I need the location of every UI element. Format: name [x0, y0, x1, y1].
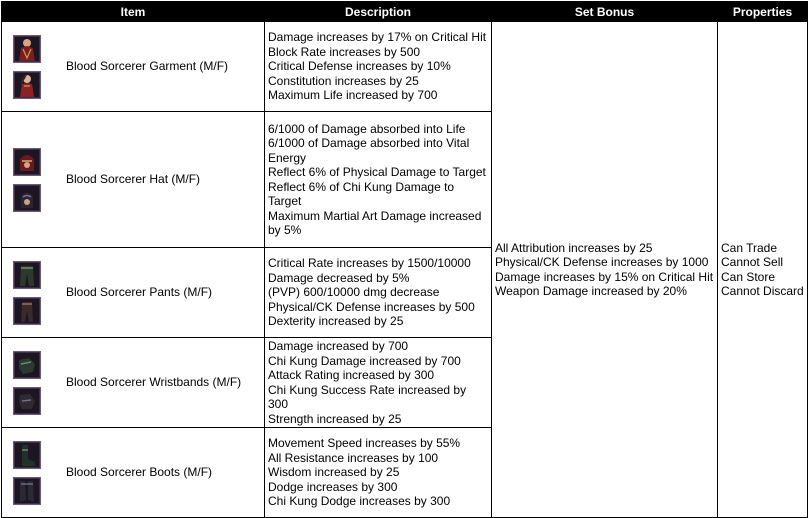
- hat-female-icon[interactable]: [13, 184, 41, 212]
- description-line: Critical Defense increases by 10%: [268, 59, 451, 74]
- description-line: 6/1000 of Damage absorbed into Life: [268, 121, 466, 136]
- garment-male-icon[interactable]: [13, 35, 41, 63]
- description-line: Physical/CK Defense increases by 500: [268, 299, 475, 314]
- pants-male-icon[interactable]: [13, 261, 41, 289]
- item-cell: [2, 112, 265, 248]
- set-bonus-line: Weapon Damage increased by 20%: [495, 284, 687, 298]
- description-line: Damage increased by 700: [268, 339, 409, 353]
- description-line: Chi Kung Success Rate increased by 300: [268, 382, 467, 411]
- description-line: Maximum Martial Art Damage increased by 5%: [268, 208, 482, 237]
- item-cell: [2, 22, 265, 112]
- hat-male-icon[interactable]: [13, 148, 41, 176]
- property-line: Can Store: [721, 269, 776, 284]
- header-description: Description: [265, 2, 492, 22]
- description-line: Damage increases by 17% on Critical Hit: [268, 30, 487, 45]
- description-line: Attack Rating increased by 300: [268, 368, 435, 382]
- description-cell: [265, 112, 492, 248]
- property-line: Cannot Sell: [721, 255, 784, 269]
- item-name: Blood Sorcerer Garment (M/F): [66, 59, 229, 74]
- wristbands-male-icon[interactable]: [13, 351, 41, 379]
- description-cell: [265, 22, 492, 112]
- item-cell: [2, 428, 265, 518]
- description-line: Strength increased by 25: [268, 411, 402, 426]
- item-set-table: [1, 1, 808, 518]
- header-set-bonus: Set Bonus: [492, 2, 718, 22]
- description-cell: [265, 338, 492, 428]
- table-row: [2, 22, 808, 112]
- description-line: (PVP) 600/10000 dmg decrease: [268, 285, 440, 300]
- item-cell: [2, 248, 265, 338]
- description-cell: [265, 248, 492, 338]
- property-line: Can Trade: [721, 240, 778, 255]
- description-line: Constitution increases by 25: [268, 73, 419, 88]
- description-line: All Resistance increases by 100: [268, 450, 439, 465]
- item-cell: [2, 338, 265, 428]
- boots-male-icon[interactable]: [13, 441, 41, 469]
- set-bonus-line: Physical/CK Defense increases by 1000: [495, 255, 709, 269]
- description-line: 6/1000 of Damage absorbed into Vital Energy: [268, 136, 470, 165]
- properties-cell: [718, 22, 808, 518]
- table-header-row: [2, 2, 808, 22]
- garment-female-icon[interactable]: [13, 71, 41, 99]
- description-line: Critical Rate increases by 1500/10000: [268, 256, 471, 271]
- description-line: Dodge increases by 300: [268, 479, 398, 494]
- wristbands-female-icon[interactable]: [13, 387, 41, 415]
- description-line: Reflect 6% of Physical Damage to Target: [268, 165, 486, 179]
- set-bonus-cell: [492, 22, 718, 518]
- item-name: Blood Sorcerer Hat (M/F): [66, 172, 201, 187]
- description-line: Chi Kung Damage increased by 700: [268, 353, 461, 368]
- header-item: Item: [2, 2, 265, 22]
- description-line: Block Rate increases by 500: [268, 44, 421, 59]
- set-bonus-line: Damage increases by 15% on Critical Hit: [495, 269, 714, 284]
- header-properties: Properties: [718, 2, 808, 22]
- item-name: Blood Sorcerer Boots (M/F): [66, 465, 213, 480]
- set-bonus-line: All Attribution increases by 25: [495, 240, 653, 255]
- description-line: Damage decreased by 5%: [268, 270, 410, 285]
- description-line: Dexterity increased by 25: [268, 314, 404, 329]
- description-line: Wisdom increased by 25: [268, 465, 400, 480]
- description-line: Reflect 6% of Chi Kung Damage to Target: [268, 179, 455, 208]
- property-line: Cannot Discard: [721, 284, 804, 298]
- description-line: Movement Speed increases by 55%: [268, 436, 461, 451]
- boots-female-icon[interactable]: [13, 477, 41, 505]
- pants-female-icon[interactable]: [13, 297, 41, 325]
- description-line: Maximum Life increased by 700: [268, 88, 438, 103]
- item-name: Blood Sorcerer Wristbands (M/F): [66, 375, 242, 390]
- description-line: Chi Kung Dodge increases by 300: [268, 494, 451, 509]
- item-name: Blood Sorcerer Pants (M/F): [66, 285, 213, 300]
- description-cell: [265, 428, 492, 518]
